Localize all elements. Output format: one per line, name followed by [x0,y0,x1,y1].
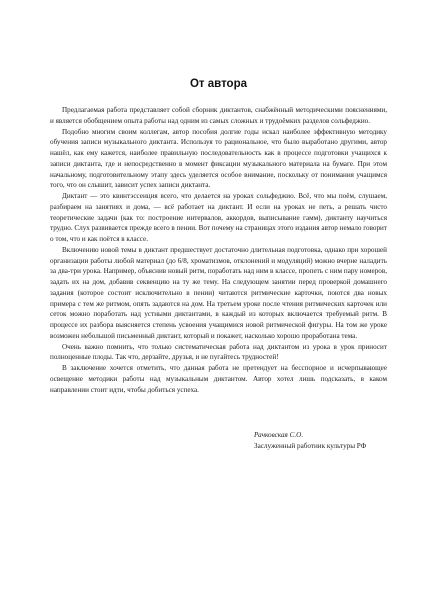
paragraph-conclusion: В заключение хочется отметить, что данная работа не претендует на бесспорное и исчерпывающее освещение методики работы над музыкальным диктантом. Автор хотел лишь подсказать, в каком направлении стоит идти, чтобы добиться успеха. [50,364,387,394]
author-credential: Заслуженный работник культуры РФ [254,442,367,450]
paragraph-new-topic: Включению новой темы в диктант предшествует достаточно длительная подготовка, однако при хорошей организации работы любой материал (до 6/8, хроматизмов, отклонений и модуляций) можно вчерне наладить за два-три урока. Например, объяснив новый ритм, поработать над ним в классе, пропеть с ним пару номеров, задать их на дом, добавив секвенцию на ту же тему. На следующем занятии перед проверкой домашнего задания (которое состоит исключительно в пении) читаются ритмические карточки, поются два новых примера с тем же ритмом, опять задаются на дом. На третьем уроке после чтения ритмических карточек или сеток можно поработать над устными диктантами, в каждый из которых включается требуемый ритм. В процессе их разбора выясняется степень усвоения учащимися новой ритмической фигуры. На том же уроке возможен небольшой письменный диктант, который и покажет, насколько хорошо проработана тема. [50,245,387,340]
author-signature [254,430,366,452]
body-text [50,105,387,395]
page-title: От автора [189,78,247,90]
author-name: Рачковская С.О. [254,431,304,439]
paragraph-method: Подобно многим своим коллегам, автор пособия долгие годы искал наиболее эффективную методику обучения записи музыкального диктанта. Используя то рациональное, что было выработано другими, автор нашёл, как ему кажется, наиболее правильную последовательность как в процессе подготовки учащихся к записи диктанта, где и непосредственно в момент фиксации музыкального материала на бумаге. При этом начальному, подготовительному этапу здесь уделяется особое внимание, поскольку от понимания учащимся того, что он слышит, зависит успех записи диктанта. [50,127,387,190]
paragraph-intro: Предлагаемая работа представляет собой сборник диктантов, снабжённый методическими пояснениями, и является обобщением опыта работы над одним из самых сложных и трудоёмких разделов сольфеджио. [50,106,387,125]
paragraph-systematic-work: Очень важно помнить, что только систематическая работа над диктантом из урока в урок приносит полноценные плоды. Так что, дерзайте, друзья, и не пугайтесь трудностей! [50,342,387,362]
paragraph-dictation: Диктант — это квинтэссенция всего, что делается на уроках сольфеджио. Всё, что мы поём, слушаем, разбираем на занятиях и дома, — всё работает на диктант. И если на уроках не петь, а решать чисто теоретические задачи (как то: построение интервалов, аккордов, выписывание гамм), диктанту научиться трудно. Слух развивается прежде всего в пении. Вот почему на страницах этого издания автор немало говорит о том, что и как поётся в классе. [50,192,387,243]
